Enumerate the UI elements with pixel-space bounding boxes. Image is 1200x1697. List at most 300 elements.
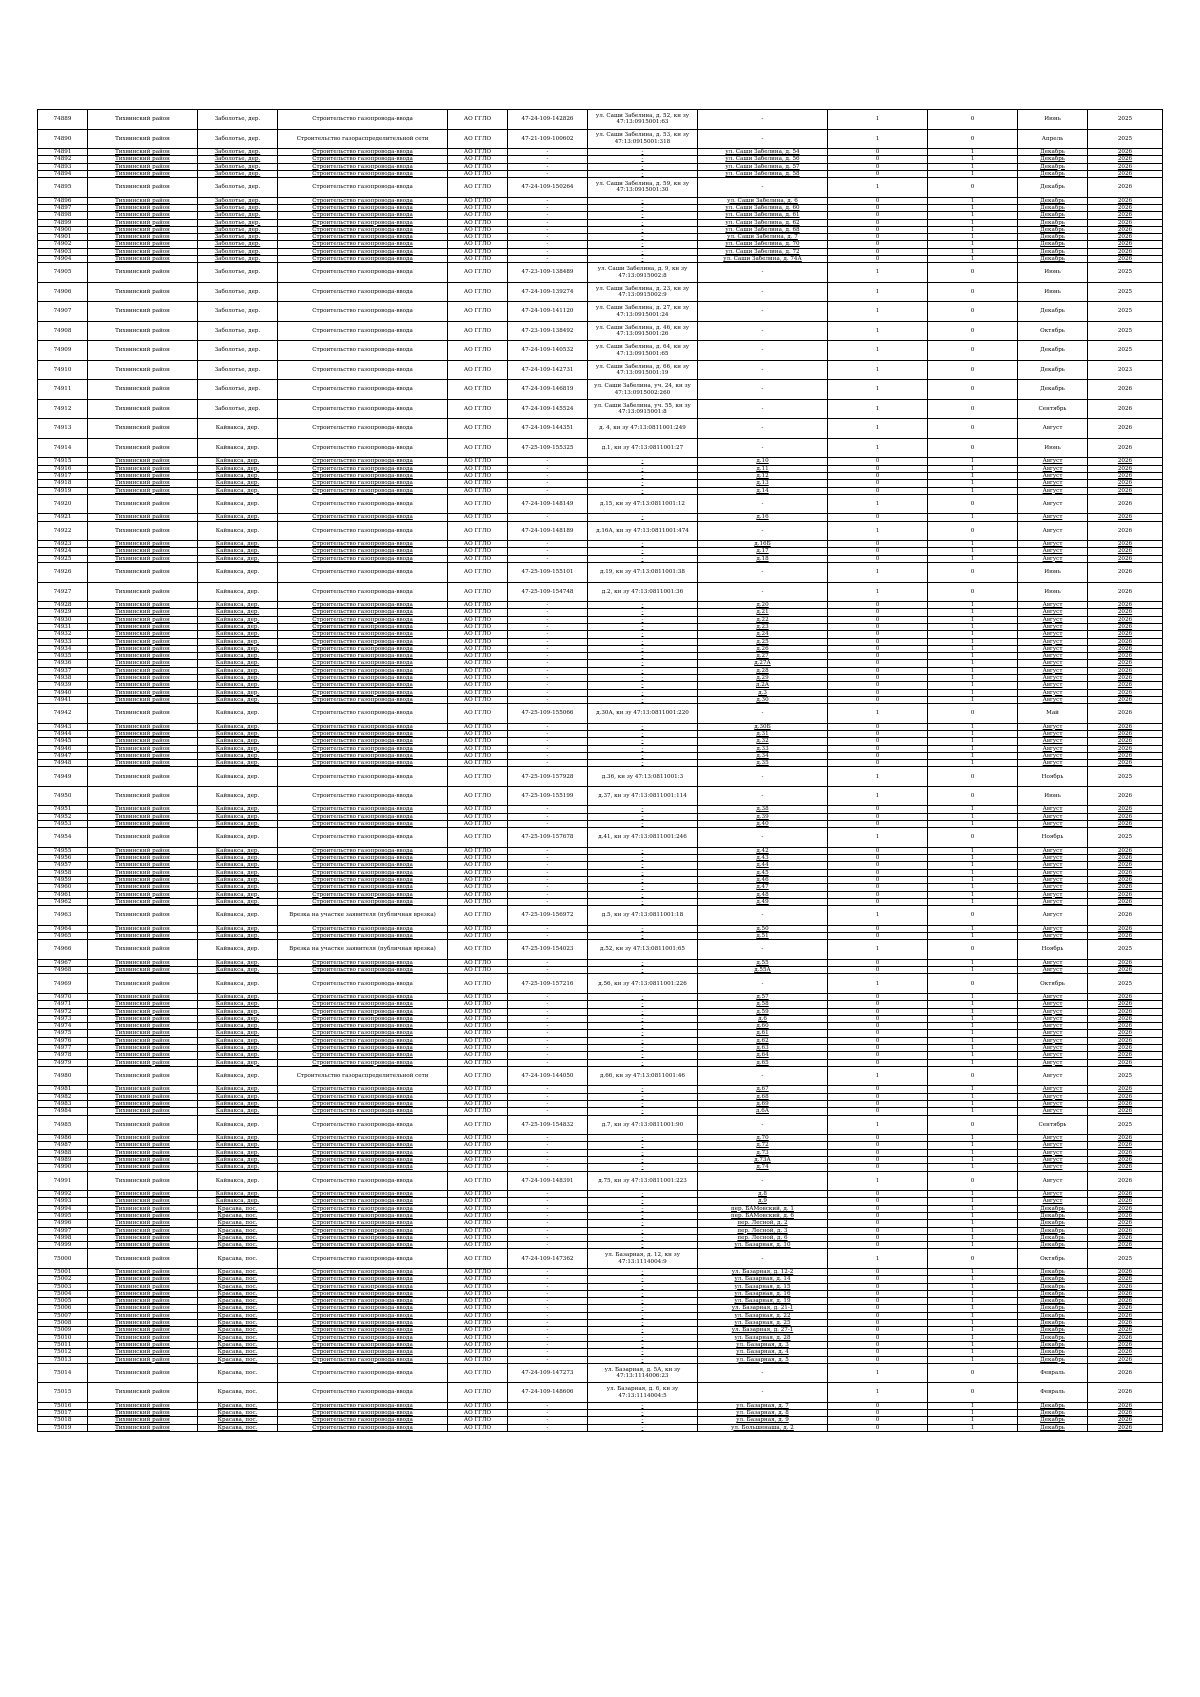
- cell-a: 0: [828, 967, 928, 974]
- cell-address: -: [588, 667, 698, 674]
- cell-year: 2026: [1088, 1030, 1163, 1037]
- cell-cadastre: 47-23-109-138492: [508, 321, 588, 341]
- cell-cadastre: -: [508, 1410, 588, 1417]
- cell-year: 2026: [1088, 1212, 1163, 1219]
- cell-district: Тихвинский район: [88, 1100, 198, 1107]
- cell-address: ул. Саши Забелина, уч. 55, кн зу 47:13:0915001:8: [588, 399, 698, 419]
- cell-district: Тихвинский район: [88, 993, 198, 1000]
- cell-settlement: Красава, пос.: [198, 1276, 278, 1283]
- cell-house: д.51: [698, 933, 828, 940]
- cell-a: 0: [828, 869, 928, 876]
- cell-id: 74889: [38, 110, 88, 130]
- cell-address: -: [588, 149, 698, 156]
- cell-month: Август: [1018, 752, 1088, 759]
- cell-b: 1: [928, 548, 1018, 555]
- cell-id: 74961: [38, 891, 88, 898]
- cell-month: Август: [1018, 638, 1088, 645]
- cell-a: 0: [828, 623, 928, 630]
- cell-id: 74918: [38, 480, 88, 487]
- cell-year: 2026: [1088, 465, 1163, 472]
- cell-cadastre: -: [508, 813, 588, 820]
- cell-work: Строительство газопровода-ввода: [278, 609, 448, 616]
- cell-owner: АО ГГЛО: [448, 163, 508, 170]
- cell-house: д.17: [698, 548, 828, 555]
- cell-month: Октябрь: [1018, 974, 1088, 994]
- cell-id: 74965: [38, 933, 88, 940]
- cell-year: 2026: [1088, 1198, 1163, 1205]
- cell-address: -: [588, 256, 698, 263]
- cell-cadastre: 47-24-109-144351: [508, 419, 588, 439]
- cell-work: Строительство газопровода-ввода: [278, 1001, 448, 1008]
- cell-a: 1: [828, 704, 928, 724]
- cell-house: д.26: [698, 645, 828, 652]
- cell-a: 1: [828, 321, 928, 341]
- table-row: [38, 1268, 1163, 1275]
- cell-settlement: Красава, пос.: [198, 1417, 278, 1424]
- cell-address: -: [588, 1023, 698, 1030]
- cell-year: 2026: [1088, 178, 1163, 198]
- cell-work: Строительство газопровода-ввода: [278, 582, 448, 602]
- cell-address: -: [588, 480, 698, 487]
- cell-a: 0: [828, 1100, 928, 1107]
- table-row: [38, 1059, 1163, 1066]
- cell-id: 74980: [38, 1066, 88, 1086]
- cell-month: Август: [1018, 760, 1088, 767]
- cell-address: -: [588, 925, 698, 932]
- table-row: [38, 974, 1163, 994]
- cell-district: Тихвинский район: [88, 1030, 198, 1037]
- cell-house: д.30: [698, 696, 828, 703]
- cell-a: 0: [828, 487, 928, 494]
- cell-a: 0: [828, 862, 928, 869]
- cell-work: Строительство газораспределительной сети: [278, 129, 448, 149]
- cell-work: Строительство газопровода-ввода: [278, 1108, 448, 1115]
- cell-b: 1: [928, 1312, 1018, 1319]
- cell-house: д.55А: [698, 967, 828, 974]
- cell-district: Тихвинский район: [88, 616, 198, 623]
- cell-settlement: Кайвакса, дер.: [198, 616, 278, 623]
- cell-house: -: [698, 1115, 828, 1135]
- cell-house: д.10: [698, 458, 828, 465]
- cell-settlement: Кайвакса, дер.: [198, 1086, 278, 1093]
- cell-month: Август: [1018, 1030, 1088, 1037]
- cell-month: Декабрь: [1018, 234, 1088, 241]
- table-row: [38, 993, 1163, 1000]
- cell-owner: АО ГГЛО: [448, 786, 508, 806]
- cell-cadastre: -: [508, 248, 588, 255]
- cell-a: 0: [828, 197, 928, 204]
- cell-house: -: [698, 419, 828, 439]
- cell-settlement: Заболотье, дер.: [198, 321, 278, 341]
- cell-b: 0: [928, 399, 1018, 419]
- cell-year: 2026: [1088, 813, 1163, 820]
- cell-id: 74925: [38, 555, 88, 562]
- cell-work: Строительство газопровода-ввода: [278, 993, 448, 1000]
- cell-cadastre: -: [508, 1312, 588, 1319]
- cell-cadastre: -: [508, 609, 588, 616]
- cell-a: 0: [828, 609, 928, 616]
- cell-address: -: [588, 163, 698, 170]
- cell-address: д.5, кн зу 47:13:0811001:18: [588, 906, 698, 926]
- cell-work: Строительство газопровода-ввода: [278, 212, 448, 219]
- cell-b: 1: [928, 1283, 1018, 1290]
- cell-id: 74979: [38, 1059, 88, 1066]
- cell-month: Декабрь: [1018, 1227, 1088, 1234]
- cell-district: Тихвинский район: [88, 234, 198, 241]
- cell-settlement: Кайвакса, дер.: [198, 738, 278, 745]
- cell-cadastre: -: [508, 730, 588, 737]
- cell-work: Строительство газопровода-ввода: [278, 1268, 448, 1275]
- cell-month: Июнь: [1018, 582, 1088, 602]
- cell-settlement: Заболотье, дер.: [198, 219, 278, 226]
- table-row: [38, 302, 1163, 322]
- cell-work: Строительство газопровода-ввода: [278, 514, 448, 521]
- cell-cadastre: -: [508, 645, 588, 652]
- cell-month: Июнь: [1018, 282, 1088, 302]
- cell-district: Тихвинский район: [88, 689, 198, 696]
- table-row: [38, 723, 1163, 730]
- cell-owner: АО ГГЛО: [448, 480, 508, 487]
- cell-month: Декабрь: [1018, 1242, 1088, 1249]
- cell-district: Тихвинский район: [88, 1066, 198, 1086]
- cell-owner: АО ГГЛО: [448, 602, 508, 609]
- cell-a: 0: [828, 1093, 928, 1100]
- cell-a: 0: [828, 1327, 928, 1334]
- cell-year: 2025: [1088, 940, 1163, 960]
- cell-cadastre: -: [508, 696, 588, 703]
- cell-cadastre: -: [508, 163, 588, 170]
- cell-work: Строительство газопровода-ввода: [278, 521, 448, 541]
- cell-id: 74900: [38, 226, 88, 233]
- cell-b: 1: [928, 480, 1018, 487]
- cell-a: 0: [828, 204, 928, 211]
- cell-district: Тихвинский район: [88, 1198, 198, 1205]
- table-row: [38, 884, 1163, 891]
- cell-cadastre: -: [508, 1156, 588, 1163]
- cell-year: 2026: [1088, 855, 1163, 862]
- cell-district: Тихвинский район: [88, 828, 198, 848]
- table-row: [38, 813, 1163, 820]
- cell-settlement: Заболотье, дер.: [198, 226, 278, 233]
- cell-a: 0: [828, 1135, 928, 1142]
- table-row: [38, 1198, 1163, 1205]
- cell-month: Декабрь: [1018, 241, 1088, 248]
- cell-district: Тихвинский район: [88, 1086, 198, 1093]
- cell-cadastre: -: [508, 752, 588, 759]
- cell-district: Тихвинский район: [88, 204, 198, 211]
- cell-district: Тихвинский район: [88, 1037, 198, 1044]
- cell-id: 74890: [38, 129, 88, 149]
- cell-b: 0: [928, 906, 1018, 926]
- cell-house: ул. Базарная, д. 19: [698, 1298, 828, 1305]
- cell-id: 74921: [38, 514, 88, 521]
- cell-month: Декабрь: [1018, 1356, 1088, 1363]
- cell-year: 2026: [1088, 226, 1163, 233]
- cell-cadastre: -: [508, 1008, 588, 1015]
- cell-id: 74981: [38, 1086, 88, 1093]
- cell-cadastre: 47-25-109-155199: [508, 786, 588, 806]
- cell-house: ул. Саши Забелина, д. 60: [698, 204, 828, 211]
- cell-id: 74917: [38, 472, 88, 479]
- cell-cadastre: 47-24-109-144050: [508, 1066, 588, 1086]
- cell-a: 0: [828, 653, 928, 660]
- cell-house: -: [698, 302, 828, 322]
- cell-owner: АО ГГЛО: [448, 1242, 508, 1249]
- cell-cadastre: -: [508, 602, 588, 609]
- cell-year: 2026: [1088, 582, 1163, 602]
- cell-settlement: Кайвакса, дер.: [198, 609, 278, 616]
- table-row: [38, 156, 1163, 163]
- cell-month: Август: [1018, 667, 1088, 674]
- cell-a: 1: [828, 282, 928, 302]
- cell-address: д.2, кн зу 47:13:0811001:36: [588, 582, 698, 602]
- cell-district: Тихвинский район: [88, 1135, 198, 1142]
- cell-settlement: Кайвакса, дер.: [198, 1149, 278, 1156]
- cell-owner: АО ГГЛО: [448, 1066, 508, 1086]
- cell-id: 74966: [38, 940, 88, 960]
- cell-settlement: Кайвакса, дер.: [198, 1066, 278, 1086]
- cell-id: 74985: [38, 1115, 88, 1135]
- cell-owner: АО ГГЛО: [448, 1198, 508, 1205]
- cell-id: 74953: [38, 821, 88, 828]
- table-row: [38, 129, 1163, 149]
- cell-district: Тихвинский район: [88, 110, 198, 130]
- cell-house: д.3: [698, 689, 828, 696]
- cell-house: д.27: [698, 653, 828, 660]
- cell-year: 2026: [1088, 752, 1163, 759]
- cell-b: 1: [928, 1334, 1018, 1341]
- cell-a: 1: [828, 302, 928, 322]
- cell-month: Декабрь: [1018, 163, 1088, 170]
- cell-month: Июнь: [1018, 438, 1088, 458]
- cell-month: Август: [1018, 623, 1088, 630]
- cell-address: -: [588, 623, 698, 630]
- cell-id: 74968: [38, 967, 88, 974]
- table-row: [38, 1171, 1163, 1191]
- cell-month: Август: [1018, 1015, 1088, 1022]
- cell-district: Тихвинский район: [88, 226, 198, 233]
- cell-a: 0: [828, 1312, 928, 1319]
- cell-b: 1: [928, 1100, 1018, 1107]
- cell-district: Тихвинский район: [88, 653, 198, 660]
- cell-address: -: [588, 1227, 698, 1234]
- cell-id: 74976: [38, 1037, 88, 1044]
- cell-district: Тихвинский район: [88, 967, 198, 974]
- cell-work: Строительство газопровода-ввода: [278, 563, 448, 583]
- cell-address: -: [588, 204, 698, 211]
- cell-b: 1: [928, 645, 1018, 652]
- cell-cadastre: 47-24-109-146819: [508, 380, 588, 400]
- cell-year: 2026: [1088, 682, 1163, 689]
- cell-settlement: Красава, пос.: [198, 1227, 278, 1234]
- cell-id: 74913: [38, 419, 88, 439]
- cell-settlement: Заболотье, дер.: [198, 282, 278, 302]
- cell-id: 75017: [38, 1410, 88, 1417]
- cell-a: 0: [828, 675, 928, 682]
- cell-settlement: Кайвакса, дер.: [198, 847, 278, 854]
- cell-district: Тихвинский район: [88, 1227, 198, 1234]
- cell-id: 74986: [38, 1135, 88, 1142]
- cell-owner: АО ГГЛО: [448, 738, 508, 745]
- cell-owner: АО ГГЛО: [448, 1424, 508, 1431]
- cell-work: Строительство газопровода-ввода: [278, 974, 448, 994]
- cell-id: 75015: [38, 1383, 88, 1403]
- cell-district: Тихвинский район: [88, 1149, 198, 1156]
- cell-settlement: Кайвакса, дер.: [198, 862, 278, 869]
- cell-cadastre: -: [508, 458, 588, 465]
- cell-address: -: [588, 241, 698, 248]
- cell-work: Строительство газопровода-ввода: [278, 855, 448, 862]
- cell-cadastre: -: [508, 1142, 588, 1149]
- cell-b: 1: [928, 884, 1018, 891]
- cell-month: Декабрь: [1018, 1268, 1088, 1275]
- cell-b: 1: [928, 1212, 1018, 1219]
- cell-a: 0: [828, 616, 928, 623]
- cell-b: 1: [928, 616, 1018, 623]
- cell-settlement: Заболотье, дер.: [198, 204, 278, 211]
- cell-work: Строительство газопровода-ввода: [278, 1149, 448, 1156]
- table-row: [38, 616, 1163, 623]
- cell-month: Декабрь: [1018, 1205, 1088, 1212]
- cell-month: Август: [1018, 675, 1088, 682]
- cell-b: 1: [928, 458, 1018, 465]
- cell-year: 2026: [1088, 541, 1163, 548]
- cell-b: 1: [928, 993, 1018, 1000]
- cell-id: 74948: [38, 760, 88, 767]
- cell-month: Декабрь: [1018, 1290, 1088, 1297]
- cell-b: 1: [928, 163, 1018, 170]
- cell-district: Тихвинский район: [88, 1212, 198, 1219]
- cell-house: д.11: [698, 465, 828, 472]
- cell-house: д.49: [698, 898, 828, 905]
- cell-year: 2025: [1088, 321, 1163, 341]
- cell-house: -: [698, 563, 828, 583]
- cell-settlement: Заболотье, дер.: [198, 212, 278, 219]
- cell-house: д.63: [698, 1045, 828, 1052]
- cell-id: 74987: [38, 1142, 88, 1149]
- cell-year: 2026: [1088, 1220, 1163, 1227]
- cell-year: 2026: [1088, 1149, 1163, 1156]
- cell-cadastre: 47-24-109-139274: [508, 282, 588, 302]
- cell-owner: АО ГГЛО: [448, 514, 508, 521]
- cell-cadastre: -: [508, 760, 588, 767]
- cell-address: ул. Саши Забелина, д. 52, кн зу 47:13:0915001:63: [588, 110, 698, 130]
- cell-owner: АО ГГЛО: [448, 730, 508, 737]
- cell-year: 2026: [1088, 256, 1163, 263]
- cell-settlement: Красава, пос.: [198, 1341, 278, 1348]
- cell-address: ул. Саши Забелина, д. 46, кн зу 47:13:0915001:26: [588, 321, 698, 341]
- cell-b: 1: [928, 1008, 1018, 1015]
- cell-settlement: Кайвакса, дер.: [198, 1164, 278, 1171]
- cell-settlement: Кайвакса, дер.: [198, 458, 278, 465]
- cell-settlement: Кайвакса, дер.: [198, 472, 278, 479]
- cell-cadastre: -: [508, 197, 588, 204]
- cell-work: Строительство газопровода-ввода: [278, 1115, 448, 1135]
- cell-a: 0: [828, 806, 928, 813]
- table-row: [38, 563, 1163, 583]
- cell-year: 2026: [1088, 1227, 1163, 1234]
- cell-b: 1: [928, 862, 1018, 869]
- cell-id: 74899: [38, 219, 88, 226]
- cell-month: Август: [1018, 993, 1088, 1000]
- cell-year: 2025: [1088, 767, 1163, 787]
- cell-house: -: [698, 767, 828, 787]
- cell-id: 74982: [38, 1093, 88, 1100]
- cell-address: д.66, кн зу 47:13:0811001:46: [588, 1066, 698, 1086]
- cell-month: Август: [1018, 906, 1088, 926]
- cell-a: 0: [828, 1320, 928, 1327]
- cell-address: -: [588, 1327, 698, 1334]
- cell-owner: АО ГГЛО: [448, 1135, 508, 1142]
- cell-b: 1: [928, 898, 1018, 905]
- cell-district: Тихвинский район: [88, 170, 198, 177]
- cell-cadastre: -: [508, 667, 588, 674]
- cell-settlement: Кайвакса, дер.: [198, 660, 278, 667]
- cell-month: Август: [1018, 1164, 1088, 1171]
- cell-settlement: Кайвакса, дер.: [198, 675, 278, 682]
- cell-district: Тихвинский район: [88, 645, 198, 652]
- cell-address: -: [588, 197, 698, 204]
- cell-id: 75003: [38, 1283, 88, 1290]
- cell-settlement: Заболотье, дер.: [198, 197, 278, 204]
- cell-owner: АО ГГЛО: [448, 1108, 508, 1115]
- cell-year: 2025: [1088, 974, 1163, 994]
- cell-cadastre: 47-24-109-148149: [508, 494, 588, 514]
- cell-address: -: [588, 959, 698, 966]
- cell-work: Строительство газопровода-ввода: [278, 1059, 448, 1066]
- cell-owner: АО ГГЛО: [448, 1052, 508, 1059]
- cell-cadastre: -: [508, 1334, 588, 1341]
- cell-address: ул. Саши Забелина, д. 27, кн зу 47:13:0915001:24: [588, 302, 698, 322]
- cell-settlement: Кайвакса, дер.: [198, 555, 278, 562]
- cell-owner: АО ГГЛО: [448, 438, 508, 458]
- cell-settlement: Красава, пос.: [198, 1312, 278, 1319]
- cell-a: 0: [828, 884, 928, 891]
- cell-settlement: Кайвакса, дер.: [198, 891, 278, 898]
- cell-b: 1: [928, 1356, 1018, 1363]
- cell-b: 1: [928, 555, 1018, 562]
- cell-cadastre: -: [508, 638, 588, 645]
- cell-month: Август: [1018, 1191, 1088, 1198]
- cell-address: -: [588, 855, 698, 862]
- cell-year: 2026: [1088, 163, 1163, 170]
- cell-month: Август: [1018, 1001, 1088, 1008]
- cell-address: -: [588, 1283, 698, 1290]
- table-row: [38, 248, 1163, 255]
- table-row: [38, 869, 1163, 876]
- cell-work: Строительство газопровода-ввода: [278, 1402, 448, 1409]
- cell-address: -: [588, 1100, 698, 1107]
- cell-a: 1: [828, 974, 928, 994]
- cell-district: Тихвинский район: [88, 1001, 198, 1008]
- table-row: [38, 256, 1163, 263]
- cell-address: д.30А, кн зу 47:13:0811001:220: [588, 704, 698, 724]
- cell-cadastre: 47-25-109-154832: [508, 1115, 588, 1135]
- cell-work: Строительство газопровода-ввода: [278, 877, 448, 884]
- cell-house: ул. Базарная, д. 5: [698, 1356, 828, 1363]
- cell-house: д.30Б: [698, 723, 828, 730]
- cell-owner: АО ГГЛО: [448, 1349, 508, 1356]
- cell-address: ул. Базарная, д. 6, кн зу 47:13:1114004:5: [588, 1383, 698, 1403]
- cell-work: Врезка на участке заявителя (публичная врезка): [278, 940, 448, 960]
- cell-b: 1: [928, 1086, 1018, 1093]
- cell-work: Строительство газопровода-ввода: [278, 341, 448, 361]
- cell-b: 1: [928, 760, 1018, 767]
- cell-a: 1: [828, 767, 928, 787]
- cell-a: 0: [828, 170, 928, 177]
- cell-a: 1: [828, 438, 928, 458]
- cell-year: 2026: [1088, 1100, 1163, 1107]
